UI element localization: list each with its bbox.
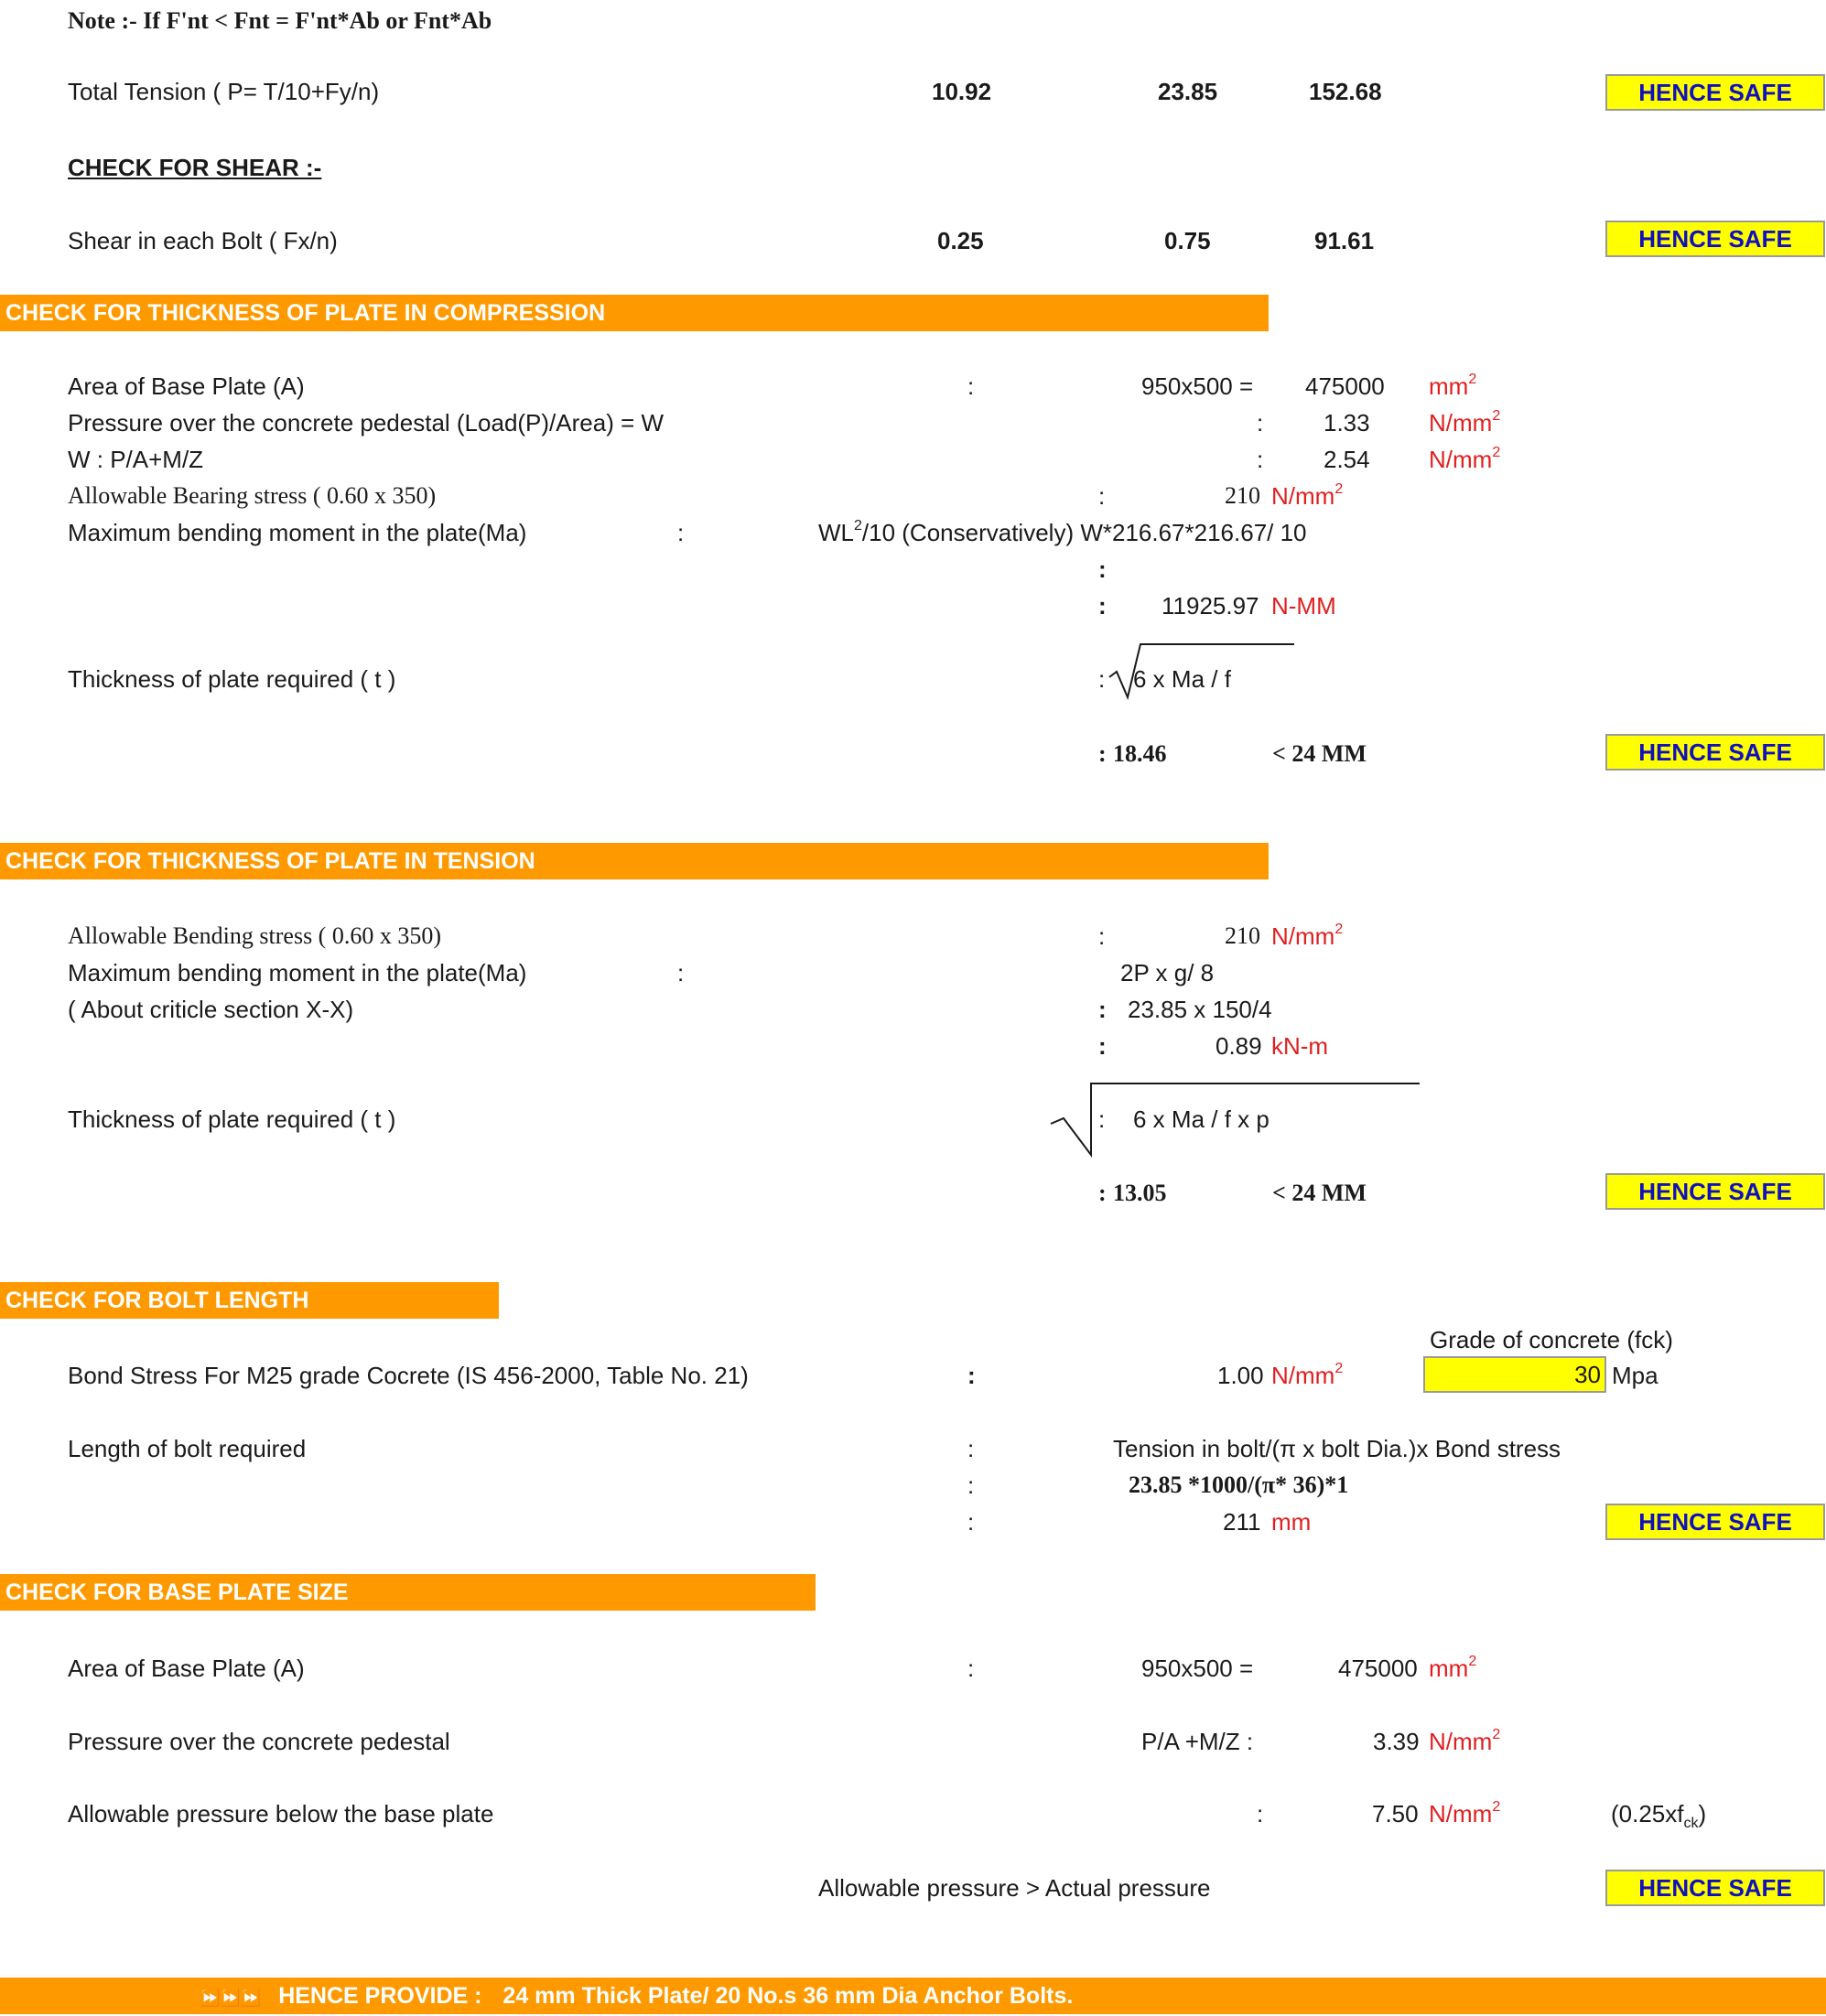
comp-pressure-label: Pressure over the concrete pedestal (Load(P)/Area) = W [68, 409, 664, 437]
bp-allow-unit: $N/mm^2$ [1429, 1799, 1501, 1827]
bp-allow-note: $(0.25xf_{ck})$ [1611, 1800, 1707, 1831]
comp-w-unit: $N/mm^2$ [1429, 445, 1501, 473]
bp-status-badge: HENCE SAFE [1605, 1870, 1825, 1906]
comp-bearing-colon: : [1098, 482, 1106, 510]
comp-bearing-label: Allowable Bearing stress ( 0.60 x 350) [68, 482, 437, 509]
length-label: Length of bolt required [68, 1435, 307, 1462]
length-calc-colon: : [967, 1472, 975, 1499]
comp-thick-label: Thickness of plate required ( t ) [68, 665, 396, 693]
comp-moment-formula: $WL^2/10$ (Conservatively) W*216.67*216.67/ 10 [818, 518, 1307, 546]
comp-moment-colon-3: : [1098, 592, 1107, 620]
shear-label: Shear in each Bolt ( Fx/n) [68, 227, 338, 254]
comp-bearing-unit: $N/mm^2$ [1271, 481, 1344, 510]
shear-value-1: 0.25 [937, 227, 984, 254]
tension-label: Total Tension ( P= T/10+Fy/n) [68, 78, 380, 105]
bolt-status-badge: HENCE SAFE [1605, 1504, 1825, 1540]
shear-value-3: 91.61 [1314, 227, 1375, 254]
compression-heading: CHECK FOR THICKNESS OF PLATE IN COMPRESSION [0, 295, 1269, 331]
tp-section-label: ( About criticle section X-X) [68, 996, 354, 1023]
bp-allow-label: Allowable pressure below the base plate [68, 1800, 494, 1827]
bond-value: 1.00 [1217, 1362, 1264, 1389]
comp-thick-colon: : [1098, 665, 1106, 693]
shear-heading: CHECK FOR SHEAR :- [68, 154, 322, 181]
comp-area-expr: 950x500 = [1141, 372, 1254, 400]
comp-pressure-colon: : [1257, 409, 1264, 437]
comp-moment-value: 11925.97 [1162, 592, 1259, 620]
comp-status-badge: HENCE SAFE [1605, 734, 1825, 771]
length-unit: mm [1271, 1508, 1312, 1536]
comp-result-colon: : [1098, 740, 1107, 767]
comp-area-label: Area of Base Plate (A) [68, 372, 305, 400]
tp-moment-formula: 2P x g/ 8 [1120, 959, 1215, 986]
tp-section-expr: 23.85 x 150/4 [1128, 996, 1272, 1023]
tp-moment-label: Maximum bending moment in the plate(Ma) [68, 959, 527, 986]
fast-forward-icon: ⏩⏩⏩ [200, 1989, 262, 2007]
comp-bearing-value: 210 [1225, 482, 1260, 509]
bp-pressure-unit: $N/mm^2$ [1429, 1727, 1501, 1755]
tension-plate-heading: CHECK FOR THICKNESS OF PLATE IN TENSION [0, 843, 1269, 879]
bond-label: Bond Stress For M25 grade Cocrete (IS 456-2000, Table No. 21) [68, 1362, 749, 1389]
grade-label: Grade of concrete (fck) [1430, 1326, 1673, 1353]
comp-pressure-value: 1.33 [1324, 409, 1370, 437]
grade-input[interactable]: 30 [1423, 1356, 1606, 1393]
comp-moment-unit: N-MM [1271, 592, 1336, 620]
bp-pressure-value: 3.39 [1373, 1728, 1420, 1755]
grade-unit: Mpa [1612, 1362, 1659, 1389]
tp-moment-unit: kN-m [1271, 1032, 1329, 1060]
length-calc-expr: 23.85 *1000/(π* 36)*1 [1129, 1472, 1349, 1498]
length-formula: Tension in bolt/(π x bolt Dia.)x Bond stress [1113, 1435, 1561, 1462]
bond-unit: $N/mm^2$ [1271, 1361, 1344, 1389]
length-value-colon: : [967, 1508, 975, 1536]
tension-value-2: 23.85 [1158, 78, 1218, 105]
length-colon: : [967, 1435, 975, 1462]
comp-moment-colon-2: : [1098, 555, 1107, 583]
tension-value-3: 152.68 [1309, 78, 1382, 105]
comp-pressure-unit: $N/mm^2$ [1429, 408, 1501, 437]
bp-compare-text: Allowable pressure > Actual pressure [818, 1874, 1211, 1902]
tp-result-limit: < 24 MM [1272, 1180, 1367, 1206]
tp-thick-label: Thickness of plate required ( t ) [68, 1105, 396, 1133]
footer-banner [0, 1978, 1826, 2014]
tp-moment-colon: : [677, 959, 685, 986]
comp-result-value: 18.46 [1113, 740, 1167, 767]
bolt-length-heading: CHECK FOR BOLT LENGTH [0, 1282, 499, 1319]
base-plate-heading: CHECK FOR BASE PLATE SIZE [0, 1574, 816, 1611]
tp-thick-formula: 6 x Ma / f x p [1133, 1105, 1270, 1133]
tp-bending-label: Allowable Bending stress ( 0.60 x 350) [68, 922, 442, 949]
bond-colon: : [967, 1362, 976, 1389]
comp-w-label: W : P/A+M/Z [68, 446, 204, 473]
footer-text: 24 mm Thick Plate/ 20 No.s 36 mm Dia Anchor Bolts. [502, 1983, 1074, 2009]
tp-value-colon: : [1098, 1032, 1107, 1060]
tension-status-badge: HENCE SAFE [1605, 74, 1825, 111]
bp-area-colon: : [967, 1655, 975, 1682]
tp-thick-colon: : [1098, 1105, 1106, 1133]
tension-value-1: 10.92 [932, 78, 992, 105]
bp-allow-colon: : [1257, 1800, 1264, 1827]
tp-moment-value: 0.89 [1216, 1032, 1262, 1060]
comp-result-limit: < 24 MM [1272, 740, 1367, 767]
comp-w-colon: : [1257, 446, 1264, 473]
bp-area-label: Area of Base Plate (A) [68, 1655, 305, 1682]
tp-bending-value: 210 [1225, 922, 1260, 949]
bp-pressure-expr: P/A +M/Z : [1141, 1728, 1254, 1755]
shear-value-2: 0.75 [1164, 227, 1211, 254]
bp-area-unit: $mm^2$ [1429, 1654, 1477, 1682]
tp-bending-unit: $N/mm^2$ [1271, 922, 1344, 950]
comp-moment-colon: : [677, 519, 685, 546]
comp-moment-label: Maximum bending moment in the plate(Ma) [68, 519, 527, 546]
tp-result-value: 13.05 [1113, 1180, 1167, 1206]
shear-status-badge: HENCE SAFE [1605, 221, 1825, 257]
footer-label: HENCE PROVIDE : [278, 1983, 482, 2009]
comp-area-unit: $mm^2$ [1429, 372, 1477, 400]
tp-result-colon: : [1098, 1180, 1107, 1206]
tp-bending-colon: : [1098, 922, 1106, 950]
comp-w-value: 2.54 [1324, 446, 1370, 473]
bp-allow-value: 7.50 [1372, 1800, 1419, 1827]
length-value: 211 [1223, 1508, 1261, 1536]
note-text: Note :- If F'nt < Fnt = F'nt*Ab or Fnt*Ab [68, 7, 492, 34]
comp-area-colon: : [967, 372, 975, 400]
bp-pressure-label: Pressure over the concrete pedestal [68, 1728, 450, 1755]
bp-area-value: 475000 [1338, 1655, 1418, 1682]
tp-status-badge: HENCE SAFE [1605, 1173, 1825, 1210]
tp-section-colon: : [1098, 996, 1107, 1023]
comp-area-value: 475000 [1305, 372, 1385, 400]
bp-area-expr: 950x500 = [1141, 1655, 1254, 1682]
comp-thick-formula: 6 x Ma / f [1133, 665, 1231, 693]
